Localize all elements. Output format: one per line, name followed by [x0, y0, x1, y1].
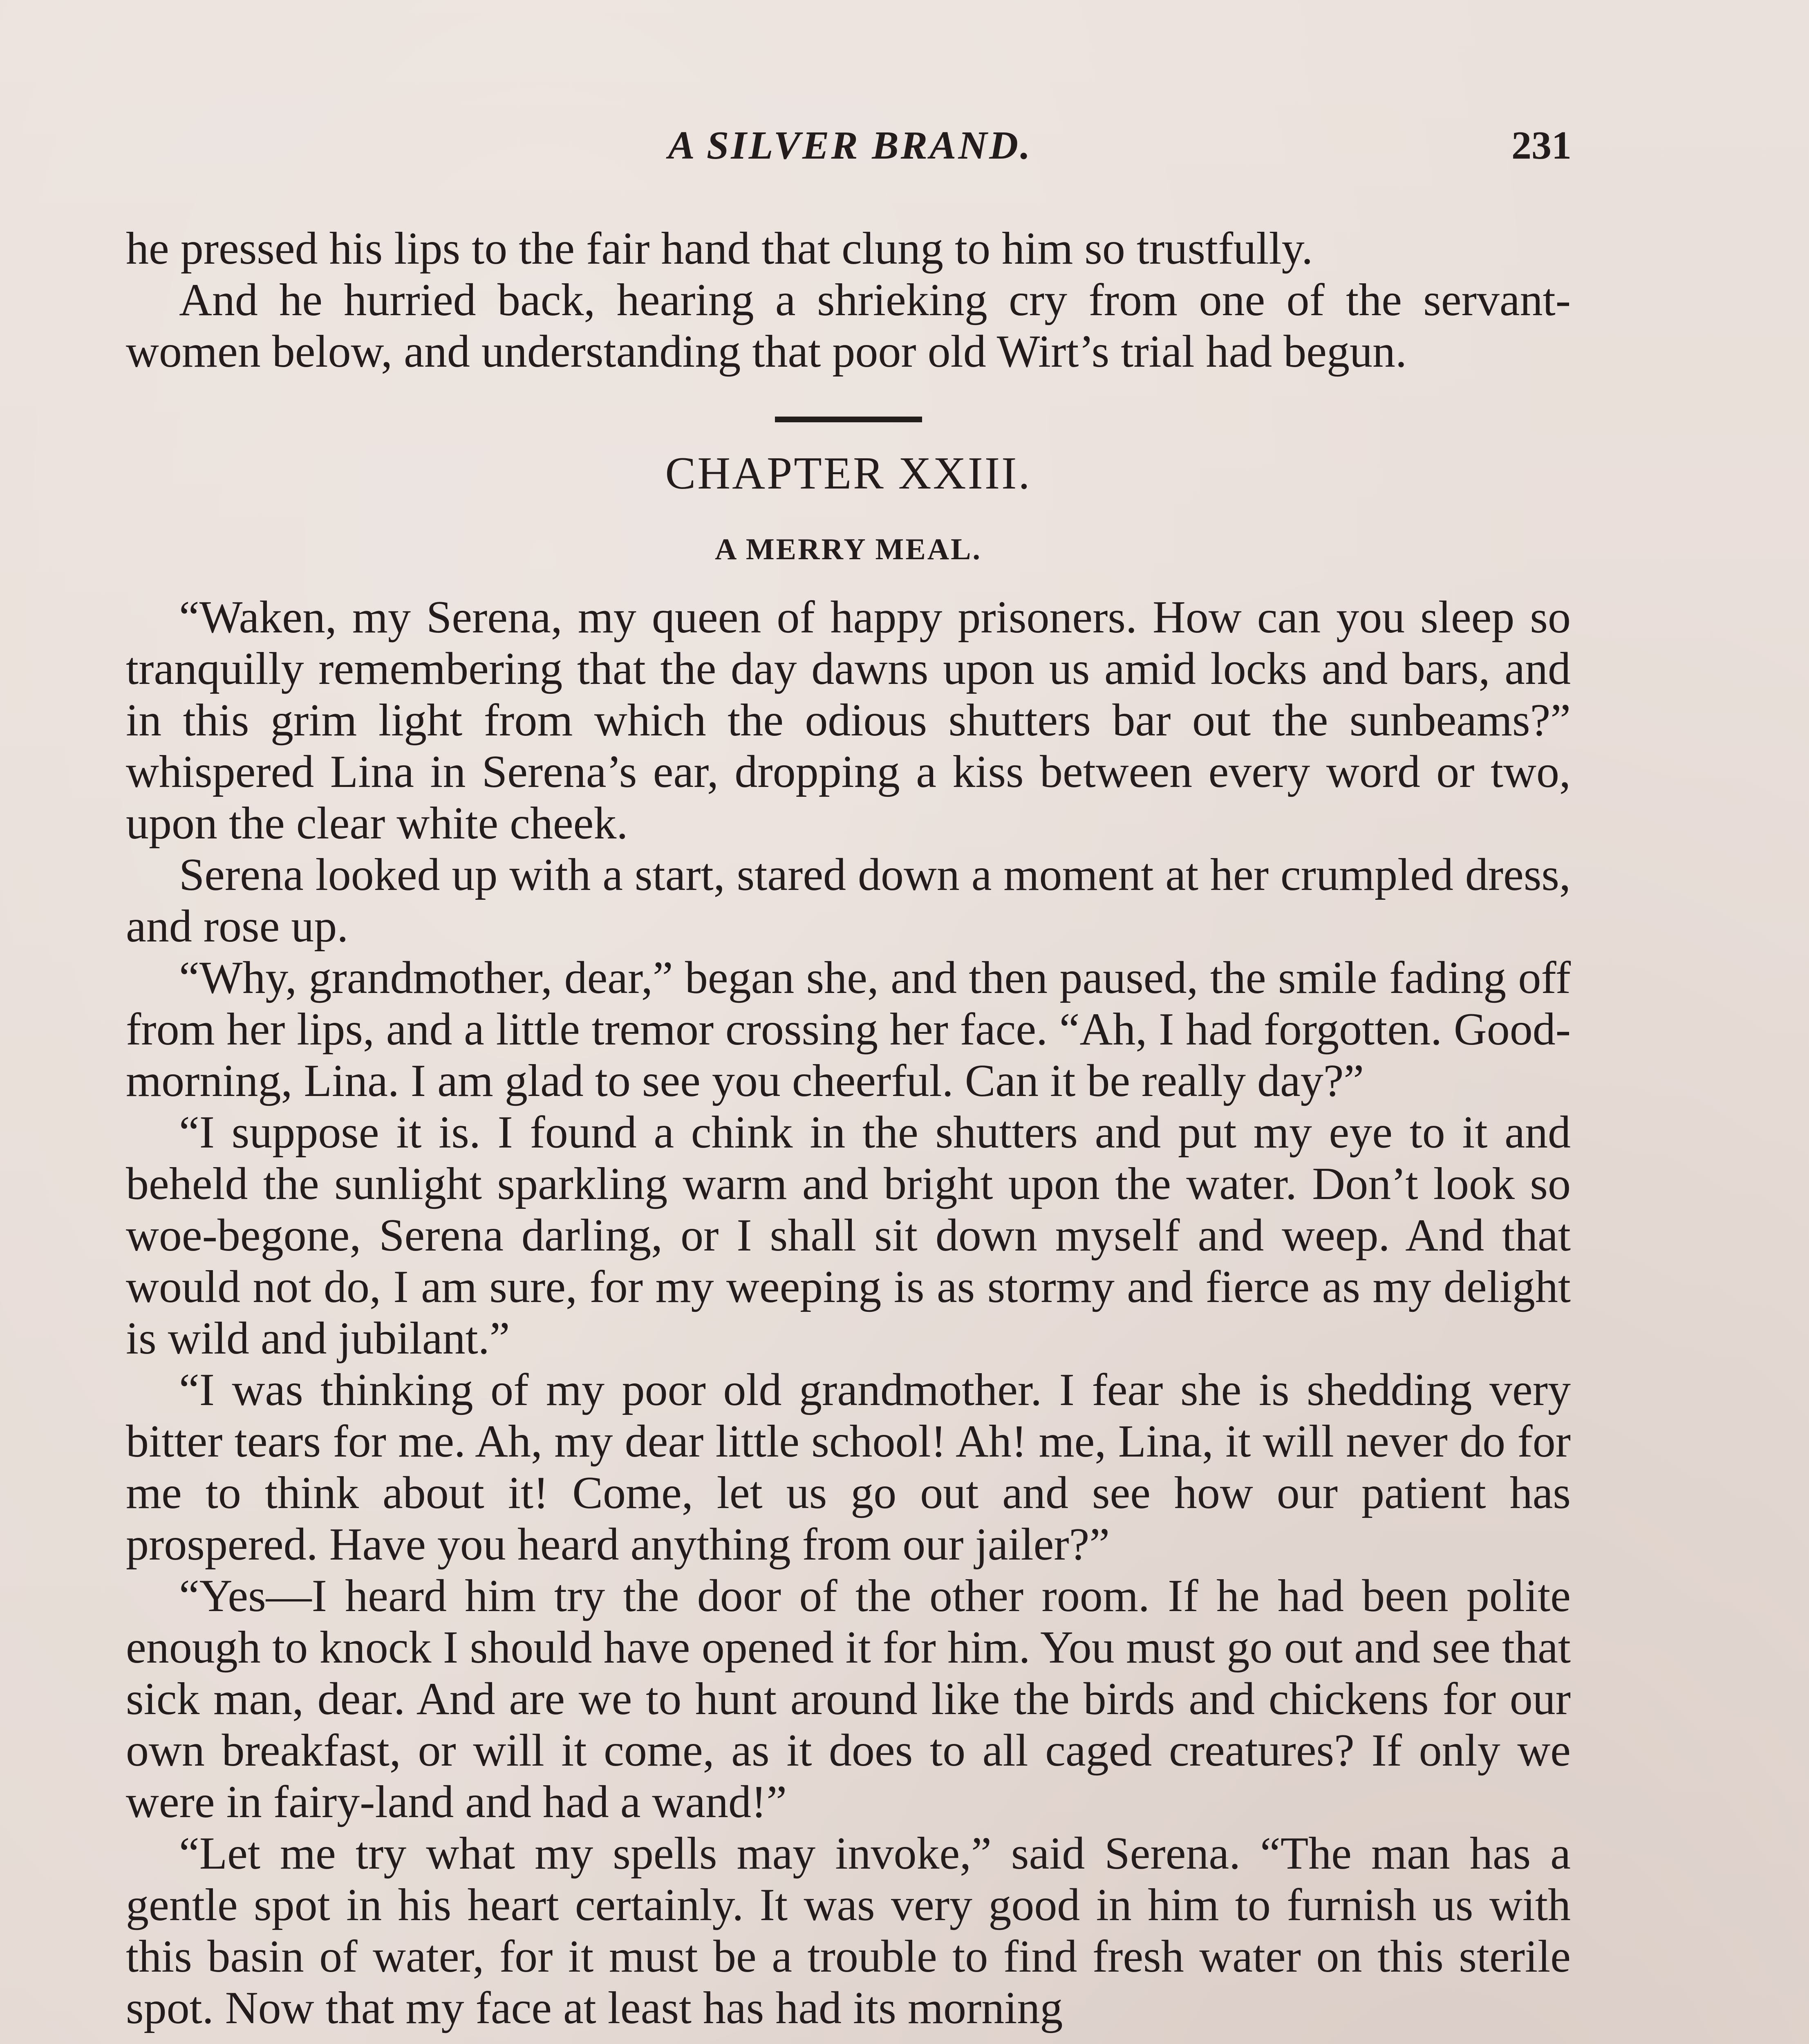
paragraph: “Yes—I heard him try the door of the other room. If he had been polite enough to knock I should have opened it for him. You must go out and see that sick man, dear. And are we to hunt around like the birds and chickens for our own breakfast, or will it come, as it does to all caged creatures? If only we were in fairy-land and had a wand!” [126, 1571, 1571, 1827]
running-head [129, 123, 1572, 180]
paragraph: “I was thinking of my poor old grandmother. I fear she is shedding very bitter tears for me. Ah, my dear little school! Ah! me, Lina, it will never do for me to think about it! Come, let us go out and see how our patient has prospered. Have you heard anything from our jailer?” [126, 1365, 1571, 1570]
paragraph: And he hurried back, hearing a shrieking cry from one of the servant-women below, and understanding that poor old Wirt’s trial had begun. [126, 275, 1571, 377]
section-rule [775, 417, 922, 422]
paragraph: “Why, grandmother, dear,” began she, and then paused, the smile fading off from her lips, and a little tremor crossing her face. “Ah, I had forgotten. Good-morning, Lina. I am glad to see you cheerful. Can it be really day?” [126, 953, 1571, 1106]
running-title: A SILVER BRAND. [668, 123, 1032, 168]
paragraph: “I suppose it is. I found a chink in the shutters and put my eye to it and beheld the sunlight sparkling warm and bright upon the water. Don’t look so woe-begone, Serena darling, or I shall sit down myself and weep. And that would not do, I am sure, for my weeping is as stormy and fierce as my delight is wild and jubilant.” [126, 1107, 1571, 1364]
paragraph: he pressed his lips to the fair hand that clung to him so trustfully. [126, 223, 1313, 274]
chapter-title: CHAPTER XXIII. [665, 448, 1032, 499]
paragraph: “Let me try what my spells may invoke,” said Serena. “The man has a gentle spot in his heart certainly. It was very good in him to furnish us with this basin of water, for it must be a trouble to find fresh water on this sterile spot. Now that my face at least has had its morning [126, 1828, 1571, 2033]
chapter-subtitle: A MERRY MEAL. [714, 533, 982, 566]
text-block [126, 223, 1571, 2034]
paragraph: Serena looked up with a start, stared down a moment at her crumpled dress, and rose up. [126, 849, 1571, 952]
paragraph: “Waken, my Serena, my queen of happy prisoners. How can you sleep so tranquilly remembering that the day dawns upon us amid locks and bars, and in this grim light from which the odious shutters bar out the sunbeams?” whispered Lina in Serena’s ear, dropping a kiss between every word or two, upon the clear white cheek. [126, 592, 1571, 849]
page-number: 231 [1511, 123, 1572, 168]
